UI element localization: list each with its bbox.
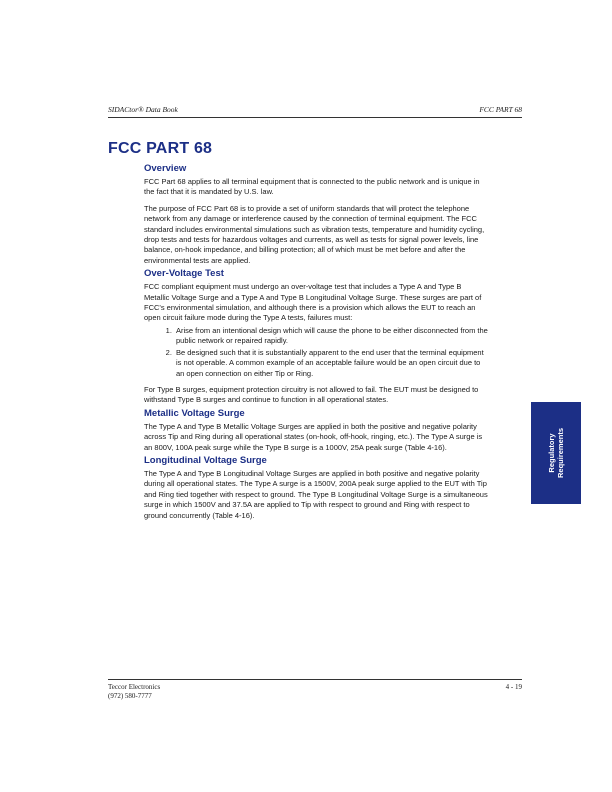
overvoltage-heading: Over-Voltage Test: [144, 268, 224, 280]
overview-heading: Overview: [144, 163, 187, 174]
metallic-heading: Metallic Voltage Surge: [144, 407, 245, 419]
overview-paragraph-2: The purpose of FCC Part 68 is to provide a set of uniform standards that will protect the telephone network from any damage or interference caused by the connection of terminal equipment. The FCC standard includes environmental simulations such as vibration tests, temperature and humidity cycling, drop tests and tests for hazardous voltages and currents, as well as tests for signal power levels, line balance, on-hook impedance, and billing protection; all of which must be met before and after the environmental tests are applied.: [144, 203, 485, 265]
footer-phone: (972) 580-7777: [108, 692, 152, 700]
list-item: 1. Arise from an intentional design which will cause the phone to be either disconnected from the public network or repaired rapidly.: [174, 326, 488, 347]
section-tab: [531, 402, 581, 504]
footer-company: Teccor Electronics: [108, 683, 161, 691]
section-tab-line-2: Requirements: [556, 427, 566, 479]
section-tab-label: [547, 428, 565, 478]
footer-contact: [108, 683, 160, 701]
overview-paragraph-1: FCC Part 68 applies to all terminal equipment that is connected to the public network and is unique in the fact that it is mandated by U.S. law.: [144, 177, 480, 197]
longitudinal-heading: Longitudinal Voltage Surge: [144, 454, 267, 466]
failure-requirements-list: [144, 326, 488, 379]
longitudinal-paragraph: The Type A and Type B Longitudinal Voltage Surges are applied in both positive and negative polarity during all operational states. The Type A surge is a 1500V, 200A peak surge applied to the EUT with Tip and Ring tied together with respect to ground. The Type B Longitudinal Voltage Surge is a simultaneous surge in which 1500V and 37.5A are applied to Tip with respect to ground and Ring with respect to ground concurrently (Table 4-16).: [144, 468, 488, 520]
header-section-title: FCC PART 68: [479, 105, 522, 114]
list-item: 2. Be designed such that it is substantially apparent to the end user that the terminal equipment is not operable. A common example of an acceptable failure would be an open circuit due to an open connection on either Tip or Ring.: [174, 348, 488, 379]
overvoltage-paragraph-1: FCC compliant equipment must undergo an over-voltage test that includes a Type A and Type B Metallic Voltage Surge and a Type A and Type B Longitudinal Voltage Surge. These surges are part of FCC's environmental simulation, and although there is a provision which allows the EUT to reach an open circuit failure mode during the Type A tests, failures must:: [144, 282, 482, 323]
main-content: [144, 163, 488, 527]
running-header: [108, 105, 522, 118]
overvoltage-paragraph-2: For Type B surges, equipment protection circuitry is not allowed to fail. The EUT must be designed to withstand Type B surges and continue to function in all operational states.: [144, 384, 479, 405]
section-tab-line-1: Regulatory: [547, 433, 557, 473]
header-book-title: SIDACtor® Data Book: [108, 105, 178, 114]
page-number: 4 - 19: [505, 683, 522, 691]
metallic-paragraph: The Type A and Type B Metallic Voltage Surges are applied in both the positive and negative polarity across Tip and Ring during all operational states (on-hook, off-hook, ringing, etc.). The Type A surge is an 800V, 100A peak surge while the Type B surge is a 1000V, 25A peak surge (Table 4-16).: [144, 421, 483, 452]
page-footer: [108, 679, 522, 701]
page-title: FCC PART 68: [108, 140, 213, 157]
